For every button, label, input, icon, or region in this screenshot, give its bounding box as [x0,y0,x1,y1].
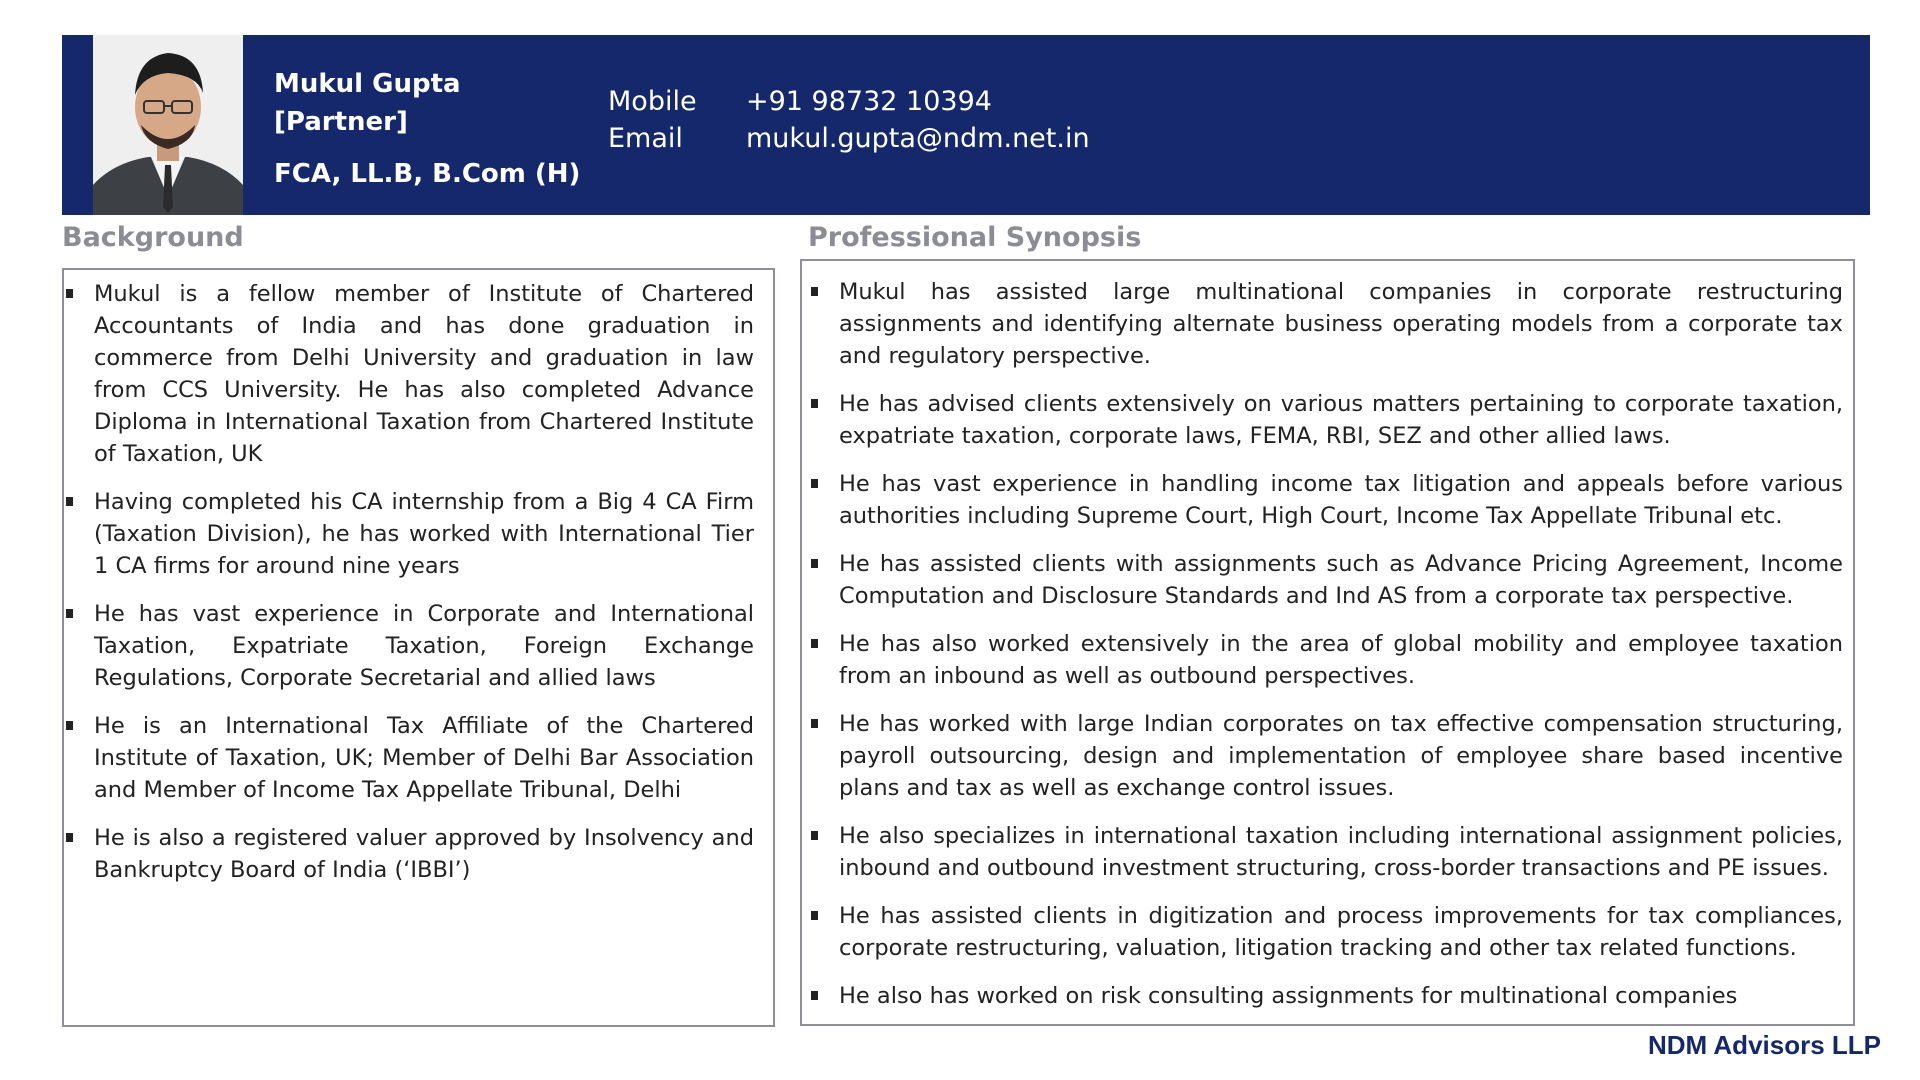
profile-header [62,35,1870,215]
list-item: He has vast experience in Corporate and International Taxation, Expatriate Taxation, Foreign Exchange Regulations, Corporate Secretarial and allied laws [94,598,754,694]
mobile-value: +91 98732 10394 [746,86,992,117]
list-item: Mukul has assisted large multinational companies in corporate restructuring assignments and identifying alternate business operating models from a corporate tax and regulatory perspective. [839,276,1843,372]
list-item: He also has worked on risk consulting assignments for multinational companies [839,980,1843,1012]
list-item: He has advised clients extensively on various matters pertaining to corporate taxation, expatriate taxation, corporate laws, FEMA, RBI, SEZ and other allied laws. [839,388,1843,452]
list-item: He is also a registered valuer approved by Insolvency and Bankruptcy Board of India (‘IBBI’) [94,822,754,886]
name-block [274,65,580,193]
synopsis-list [839,276,1843,1028]
person-qualifications: FCA, LL.B, B.Com (H) [274,159,581,189]
synopsis-panel [800,259,1855,1026]
email-label: Email [608,123,683,154]
company-brand: NDM Advisors LLP [1647,1030,1881,1060]
list-item: He has also worked extensively in the area of global mobility and employee taxation from an inbound as well as outbound perspectives. [839,628,1843,692]
list-item: He has vast experience in handling income tax litigation and appeals before various authorities including Supreme Court, High Court, Income Tax Appellate Tribunal etc. [839,468,1843,532]
email-row [608,120,1090,157]
synopsis-title: Professional Synopsis [808,222,1142,253]
list-item: He has worked with large Indian corporates on tax effective compensation structuring, payroll outsourcing, design and implementation of employee share based incentive plans and tax as well as exchange control issues. [839,708,1843,804]
contact-block [608,83,1090,157]
list-item: He is an International Tax Affiliate of the Chartered Institute of Taxation, UK; Member of Delhi Bar Association and Member of Income Tax Appellate Tribunal, Delhi [94,710,754,806]
profile-photo [93,35,243,215]
mobile-row [608,83,1090,120]
background-panel [62,268,775,1027]
person-name: Mukul Gupta [274,69,461,99]
email-value[interactable]: mukul.gupta@ndm.net.in [746,123,1090,154]
list-item: Having completed his CA internship from a Big 4 CA Firm (Taxation Division), he has worked with International Tier 1 CA firms for around nine years [94,486,754,582]
background-title: Background [62,222,244,253]
mobile-label: Mobile [608,86,697,117]
list-item: He has assisted clients with assignments such as Advance Pricing Agreement, Income Computation and Disclosure Standards and Ind AS from a corporate tax perspective. [839,548,1843,612]
list-item: He also specializes in international taxation including international assignment policies, inbound and outbound investment structuring, cross-border transactions and PE issues. [839,820,1843,884]
list-item: He has assisted clients in digitization and process improvements for tax compliances, corporate restructuring, valuation, litigation tracking and other tax related functions. [839,900,1843,964]
person-role: [Partner] [274,107,408,137]
list-item: Mukul is a fellow member of Institute of Chartered Accountants of India and has done graduation in commerce from Delhi University and graduation in law from CCS University. He has also completed Advance Diploma in International Taxation from Chartered Institute of Taxation, UK [94,278,754,470]
background-list [94,278,754,902]
